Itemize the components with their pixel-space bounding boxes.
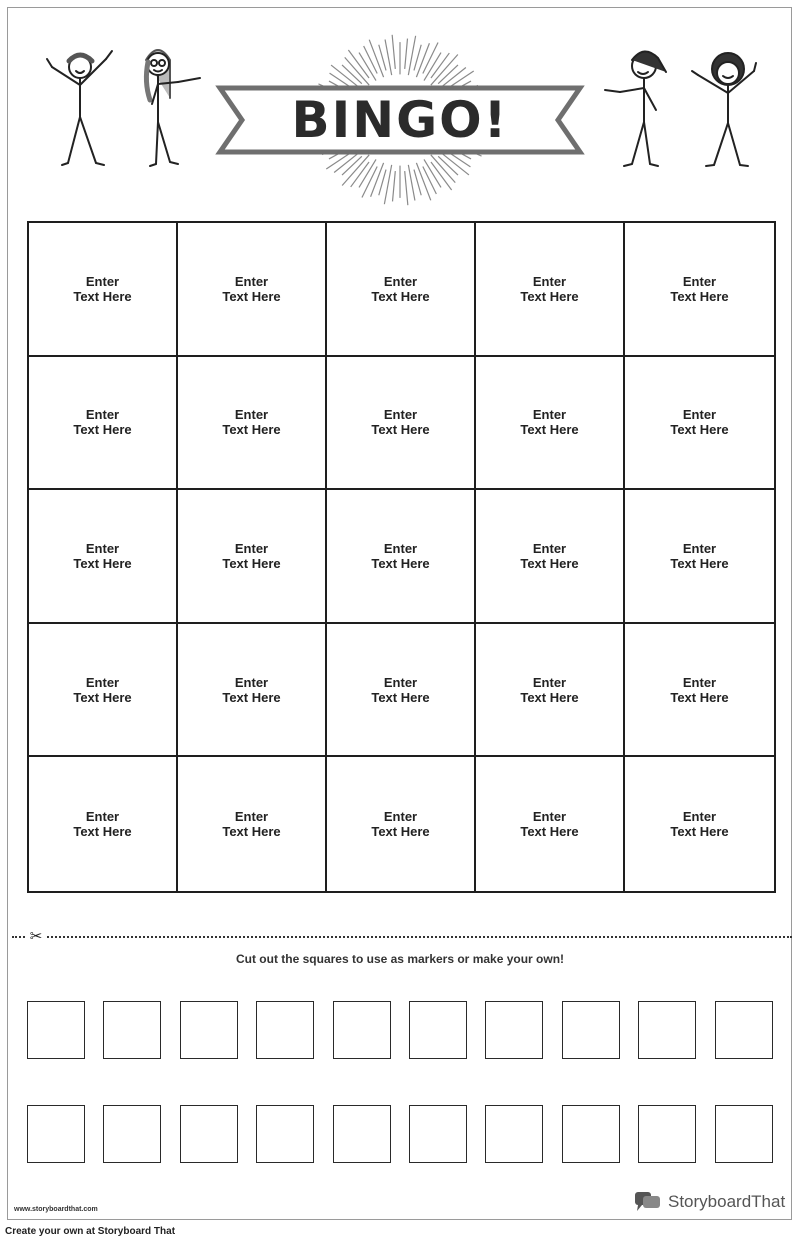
speech-bubble-icon [634,1191,662,1213]
marker-square[interactable] [180,1105,238,1163]
stick-figure-girl-cheering [688,45,768,175]
scissors-icon: ✂ [27,927,45,945]
bingo-cell[interactable] [178,757,327,891]
bingo-cell[interactable] [625,624,774,758]
cell-text-line-2: Text Here [222,422,281,438]
marker-square[interactable] [562,1105,620,1163]
cell-text-line-2: Text Here [73,555,132,571]
cell-text-line-1: Enter [234,273,269,289]
bingo-cell[interactable] [327,757,476,891]
cell-text-line-1: Enter [234,407,269,423]
cell-text-line-2: Text Here [520,824,579,840]
cell-text-line-2: Text Here [520,422,579,438]
cell-text-line-2: Text Here [670,422,729,438]
brand-name: StoryboardThat [668,1192,786,1211]
bingo-cell[interactable] [29,223,178,357]
cell-text-line-1: Enter [532,273,567,289]
cell-text-line-1: Enter [383,540,418,556]
bingo-cell[interactable] [327,223,476,357]
cell-text-line-2: Text Here [371,824,430,840]
cell-text-line-1: Enter [234,809,269,825]
bingo-cell[interactable] [625,757,774,891]
cell-text-line-1: Enter [682,809,717,825]
cell-text-line-2: Text Here [73,422,132,438]
bingo-cell[interactable] [178,223,327,357]
bingo-cell[interactable] [29,757,178,891]
bingo-cell[interactable] [476,223,625,357]
marker-square[interactable] [27,1105,85,1163]
bingo-cell[interactable] [29,357,178,491]
marker-square[interactable] [103,1001,161,1059]
cell-text-line-1: Enter [234,540,269,556]
marker-square[interactable] [715,1105,773,1163]
cut-line [12,936,792,938]
cell-text-line-2: Text Here [222,288,281,304]
cell-text-line-1: Enter [532,809,567,825]
cell-text-line-1: Enter [682,273,717,289]
cell-text-line-2: Text Here [520,689,579,705]
marker-square[interactable] [715,1001,773,1059]
marker-square[interactable] [638,1105,696,1163]
bingo-cell[interactable] [625,490,774,624]
marker-square[interactable] [256,1105,314,1163]
bingo-cell[interactable] [29,624,178,758]
cut-instruction: Cut out the squares to use as markers or make your own! [235,952,565,966]
bingo-cell[interactable] [625,223,774,357]
bingo-cell[interactable] [178,624,327,758]
marker-square[interactable] [562,1001,620,1059]
cell-text-line-2: Text Here [73,288,132,304]
cell-text-line-2: Text Here [520,288,579,304]
bingo-cell[interactable] [178,357,327,491]
bingo-cell[interactable] [327,490,476,624]
cell-text-line-1: Enter [532,540,567,556]
bingo-grid [27,221,776,893]
bingo-cell[interactable] [476,624,625,758]
cell-text-line-1: Enter [85,540,120,556]
marker-square[interactable] [333,1001,391,1059]
bingo-cell[interactable] [29,490,178,624]
bingo-cell[interactable] [625,357,774,491]
cell-text-line-2: Text Here [222,824,281,840]
cell-text-line-1: Enter [85,674,120,690]
cell-text-line-2: Text Here [371,422,430,438]
marker-square[interactable] [409,1105,467,1163]
cell-text-line-2: Text Here [371,555,430,571]
cell-text-line-2: Text Here [222,689,281,705]
marker-square[interactable] [103,1105,161,1163]
page-title: BINGO! [291,91,509,149]
stick-figure-girl-pointing [130,42,210,172]
cell-text-line-1: Enter [85,407,120,423]
cell-text-line-2: Text Here [371,689,430,705]
marker-square[interactable] [485,1001,543,1059]
cell-text-line-2: Text Here [520,555,579,571]
marker-row-1 [27,1001,777,1061]
bingo-cell[interactable] [476,490,625,624]
marker-square[interactable] [256,1001,314,1059]
marker-square[interactable] [409,1001,467,1059]
marker-square[interactable] [180,1001,238,1059]
cell-text-line-2: Text Here [670,288,729,304]
stick-figure-boy-cheering [42,45,122,175]
bingo-cell[interactable] [327,357,476,491]
marker-square[interactable] [333,1105,391,1163]
cell-text-line-2: Text Here [670,824,729,840]
cell-text-line-1: Enter [383,809,418,825]
stick-figure-boy-cap-pointing [600,42,680,172]
cell-text-line-1: Enter [682,407,717,423]
cell-text-line-2: Text Here [222,555,281,571]
marker-square[interactable] [27,1001,85,1059]
cell-text-line-1: Enter [234,674,269,690]
create-your-own-link[interactable]: Create your own at Storyboard That [5,1226,176,1237]
bingo-cell[interactable] [178,490,327,624]
bingo-cell[interactable] [327,624,476,758]
footer-url: www.storyboardthat.com [14,1206,98,1213]
cell-text-line-1: Enter [85,273,120,289]
bingo-cell[interactable] [476,357,625,491]
marker-row-2 [27,1105,777,1165]
bingo-cell[interactable] [476,757,625,891]
cell-text-line-1: Enter [532,674,567,690]
cell-text-line-1: Enter [682,540,717,556]
cell-text-line-1: Enter [383,273,418,289]
cell-text-line-2: Text Here [670,555,729,571]
marker-square[interactable] [485,1105,543,1163]
header [0,0,800,210]
cell-text-line-2: Text Here [371,288,430,304]
cell-text-line-2: Text Here [73,824,132,840]
cell-text-line-1: Enter [85,809,120,825]
cell-text-line-2: Text Here [670,689,729,705]
cell-text-line-1: Enter [383,407,418,423]
storyboardthat-logo [634,1189,785,1215]
marker-square[interactable] [638,1001,696,1059]
cell-text-line-1: Enter [383,674,418,690]
cell-text-line-2: Text Here [73,689,132,705]
cell-text-line-1: Enter [682,674,717,690]
cell-text-line-1: Enter [532,407,567,423]
